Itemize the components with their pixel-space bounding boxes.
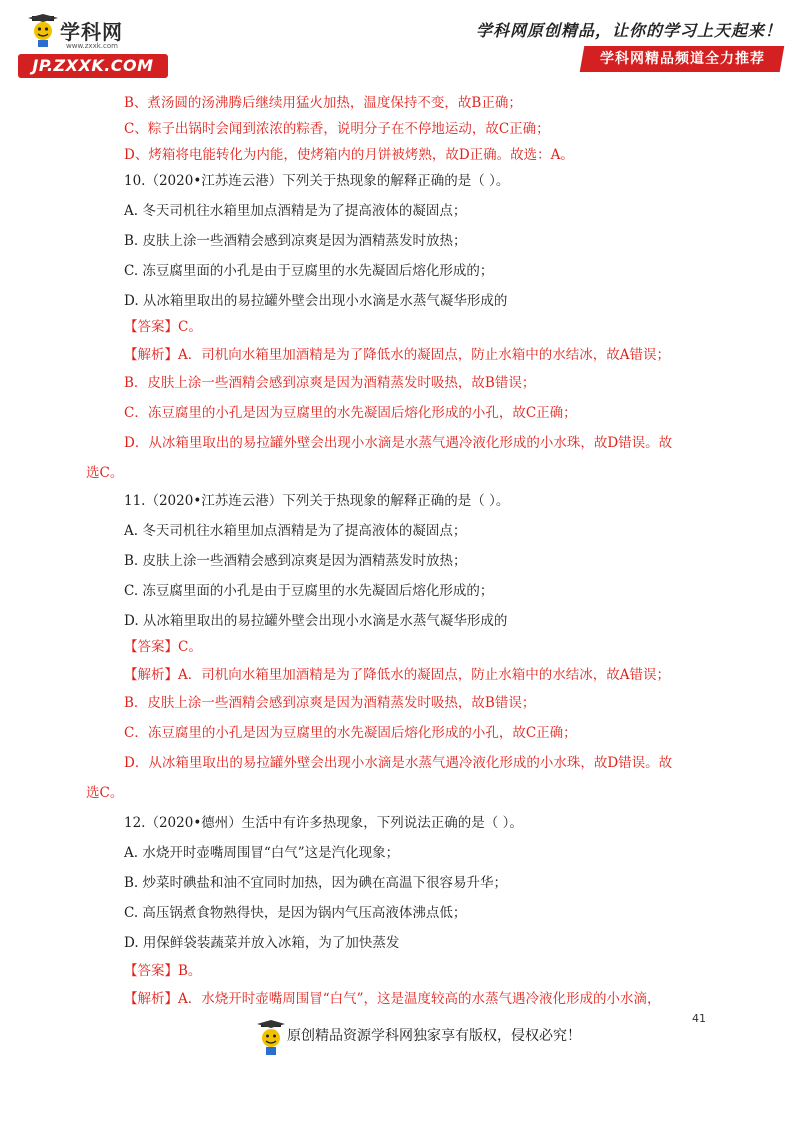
analysis-line: 【解析】A．水烧开时壶嘴周围冒“白气”，这是温度较高的水蒸气遇冷液化形成的小水滴， — [124, 991, 661, 1007]
text-line: A. 冬天司机往水箱里加点酒精是为了提高液体的凝固点； — [124, 203, 467, 219]
page-header — [0, 0, 800, 80]
text-line: B. 炒菜时碘盐和油不宜同时加热，因为碘在高温下很容易升华； — [124, 875, 508, 891]
text-line: C．冻豆腐里的小孔是因为豆腐里的水先凝固后熔化形成的小孔，故C正确； — [124, 725, 577, 741]
footer-copyright: 原创精品资源学科网独家享有版权，侵权必究！ — [287, 1028, 581, 1044]
logo-name: 学科网 — [60, 20, 123, 44]
text-line: C. 冻豆腐里面的小孔是由于豆腐里的水先凝固后熔化形成的； — [124, 583, 494, 599]
text-line: D．从冰箱里取出的易拉罐外壁会出现小水滴是水蒸气遇冷液化形成的小水珠，故D错误。故 — [124, 435, 673, 451]
logo-url-badge: JP.ZXXK.COM — [18, 54, 168, 78]
text-line: A. 水烧开时壶嘴周围冒“白气”这是汽化现象； — [124, 845, 400, 861]
text-line: D. 从冰箱里取出的易拉罐外壁会出现小水滴是水蒸气凝华形成的 — [124, 613, 508, 629]
logo-domain: www.zxxk.com — [66, 42, 118, 50]
text-line: B．皮肤上涂一些酒精会感到凉爽是因为酒精蒸发时吸热，故B错误； — [124, 375, 536, 391]
text-line: D. 用保鲜袋装蔬菜并放入冰箱，为了加快蒸发 — [124, 935, 400, 951]
page-number: 41 — [692, 1012, 706, 1025]
text-line: D. 从冰箱里取出的易拉罐外壁会出现小水滴是水蒸气凝华形成的 — [124, 293, 508, 309]
text-line: B. 皮肤上涂一些酒精会感到凉爽是因为酒精蒸发时放热； — [124, 233, 467, 249]
answer-line: 【答案】B。 — [124, 963, 202, 979]
text-line: 选C。 — [86, 465, 124, 481]
text-line: C．冻豆腐里的小孔是因为豆腐里的水先凝固后熔化形成的小孔，故C正确； — [124, 405, 577, 421]
text-line: D．从冰箱里取出的易拉罐外壁会出现小水滴是水蒸气遇冷液化形成的小水珠，故D错误。故 — [124, 755, 673, 771]
question-stem: 10.（2020•江苏连云港）下列关于热现象的解释正确的是（ ）。 — [124, 173, 510, 189]
mascot-icon — [28, 14, 58, 48]
text-line: C. 冻豆腐里面的小孔是由于豆腐里的水先凝固后熔化形成的； — [124, 263, 494, 279]
answer-line: 【答案】C。 — [124, 639, 202, 655]
text-line: B. 皮肤上涂一些酒精会感到凉爽是因为酒精蒸发时放热； — [124, 553, 467, 569]
analysis-line: 【解析】A．司机向水箱里加酒精是为了降低水的凝固点，防止水箱中的水结冰，故A错误； — [124, 347, 670, 363]
text-line: D、烤箱将电能转化为内能，使烤箱内的月饼被烤熟，故D正确。故选：A。 — [124, 147, 574, 163]
analysis-line: 【解析】A．司机向水箱里加酒精是为了降低水的凝固点，防止水箱中的水结冰，故A错误； — [124, 667, 670, 683]
header-banner — [580, 46, 785, 72]
question-stem: 11.（2020•江苏连云港）下列关于热现象的解释正确的是（ ）。 — [124, 493, 510, 509]
text-line: C. 高压锅煮食物熟得快，是因为锅内气压高液体沸点低； — [124, 905, 467, 921]
text-line: C、粽子出锅时会闻到浓浓的粽香，说明分子在不停地运动，故C正确； — [124, 121, 550, 137]
text-line: A. 冬天司机往水箱里加点酒精是为了提高液体的凝固点； — [124, 523, 467, 539]
answer-line: 【答案】C。 — [124, 319, 202, 335]
text-line: B．皮肤上涂一些酒精会感到凉爽是因为酒精蒸发时吸热，故B错误； — [124, 695, 536, 711]
text-line: B、煮汤圆的汤沸腾后继续用猛火加热，温度保持不变，故B正确； — [124, 95, 522, 111]
text-line: 选C。 — [86, 785, 124, 801]
zxxk-logo[interactable] — [10, 10, 160, 75]
banner-text: 学科网精品频道全力推荐 — [599, 51, 765, 67]
question-stem: 12.（2020•德州）生活中有许多热现象，下列说法正确的是（ ）。 — [124, 815, 523, 831]
header-slogan: 学科网原创精品，让你的学习上天起来！ — [475, 21, 782, 40]
footer-mascot-icon — [256, 1020, 286, 1056]
